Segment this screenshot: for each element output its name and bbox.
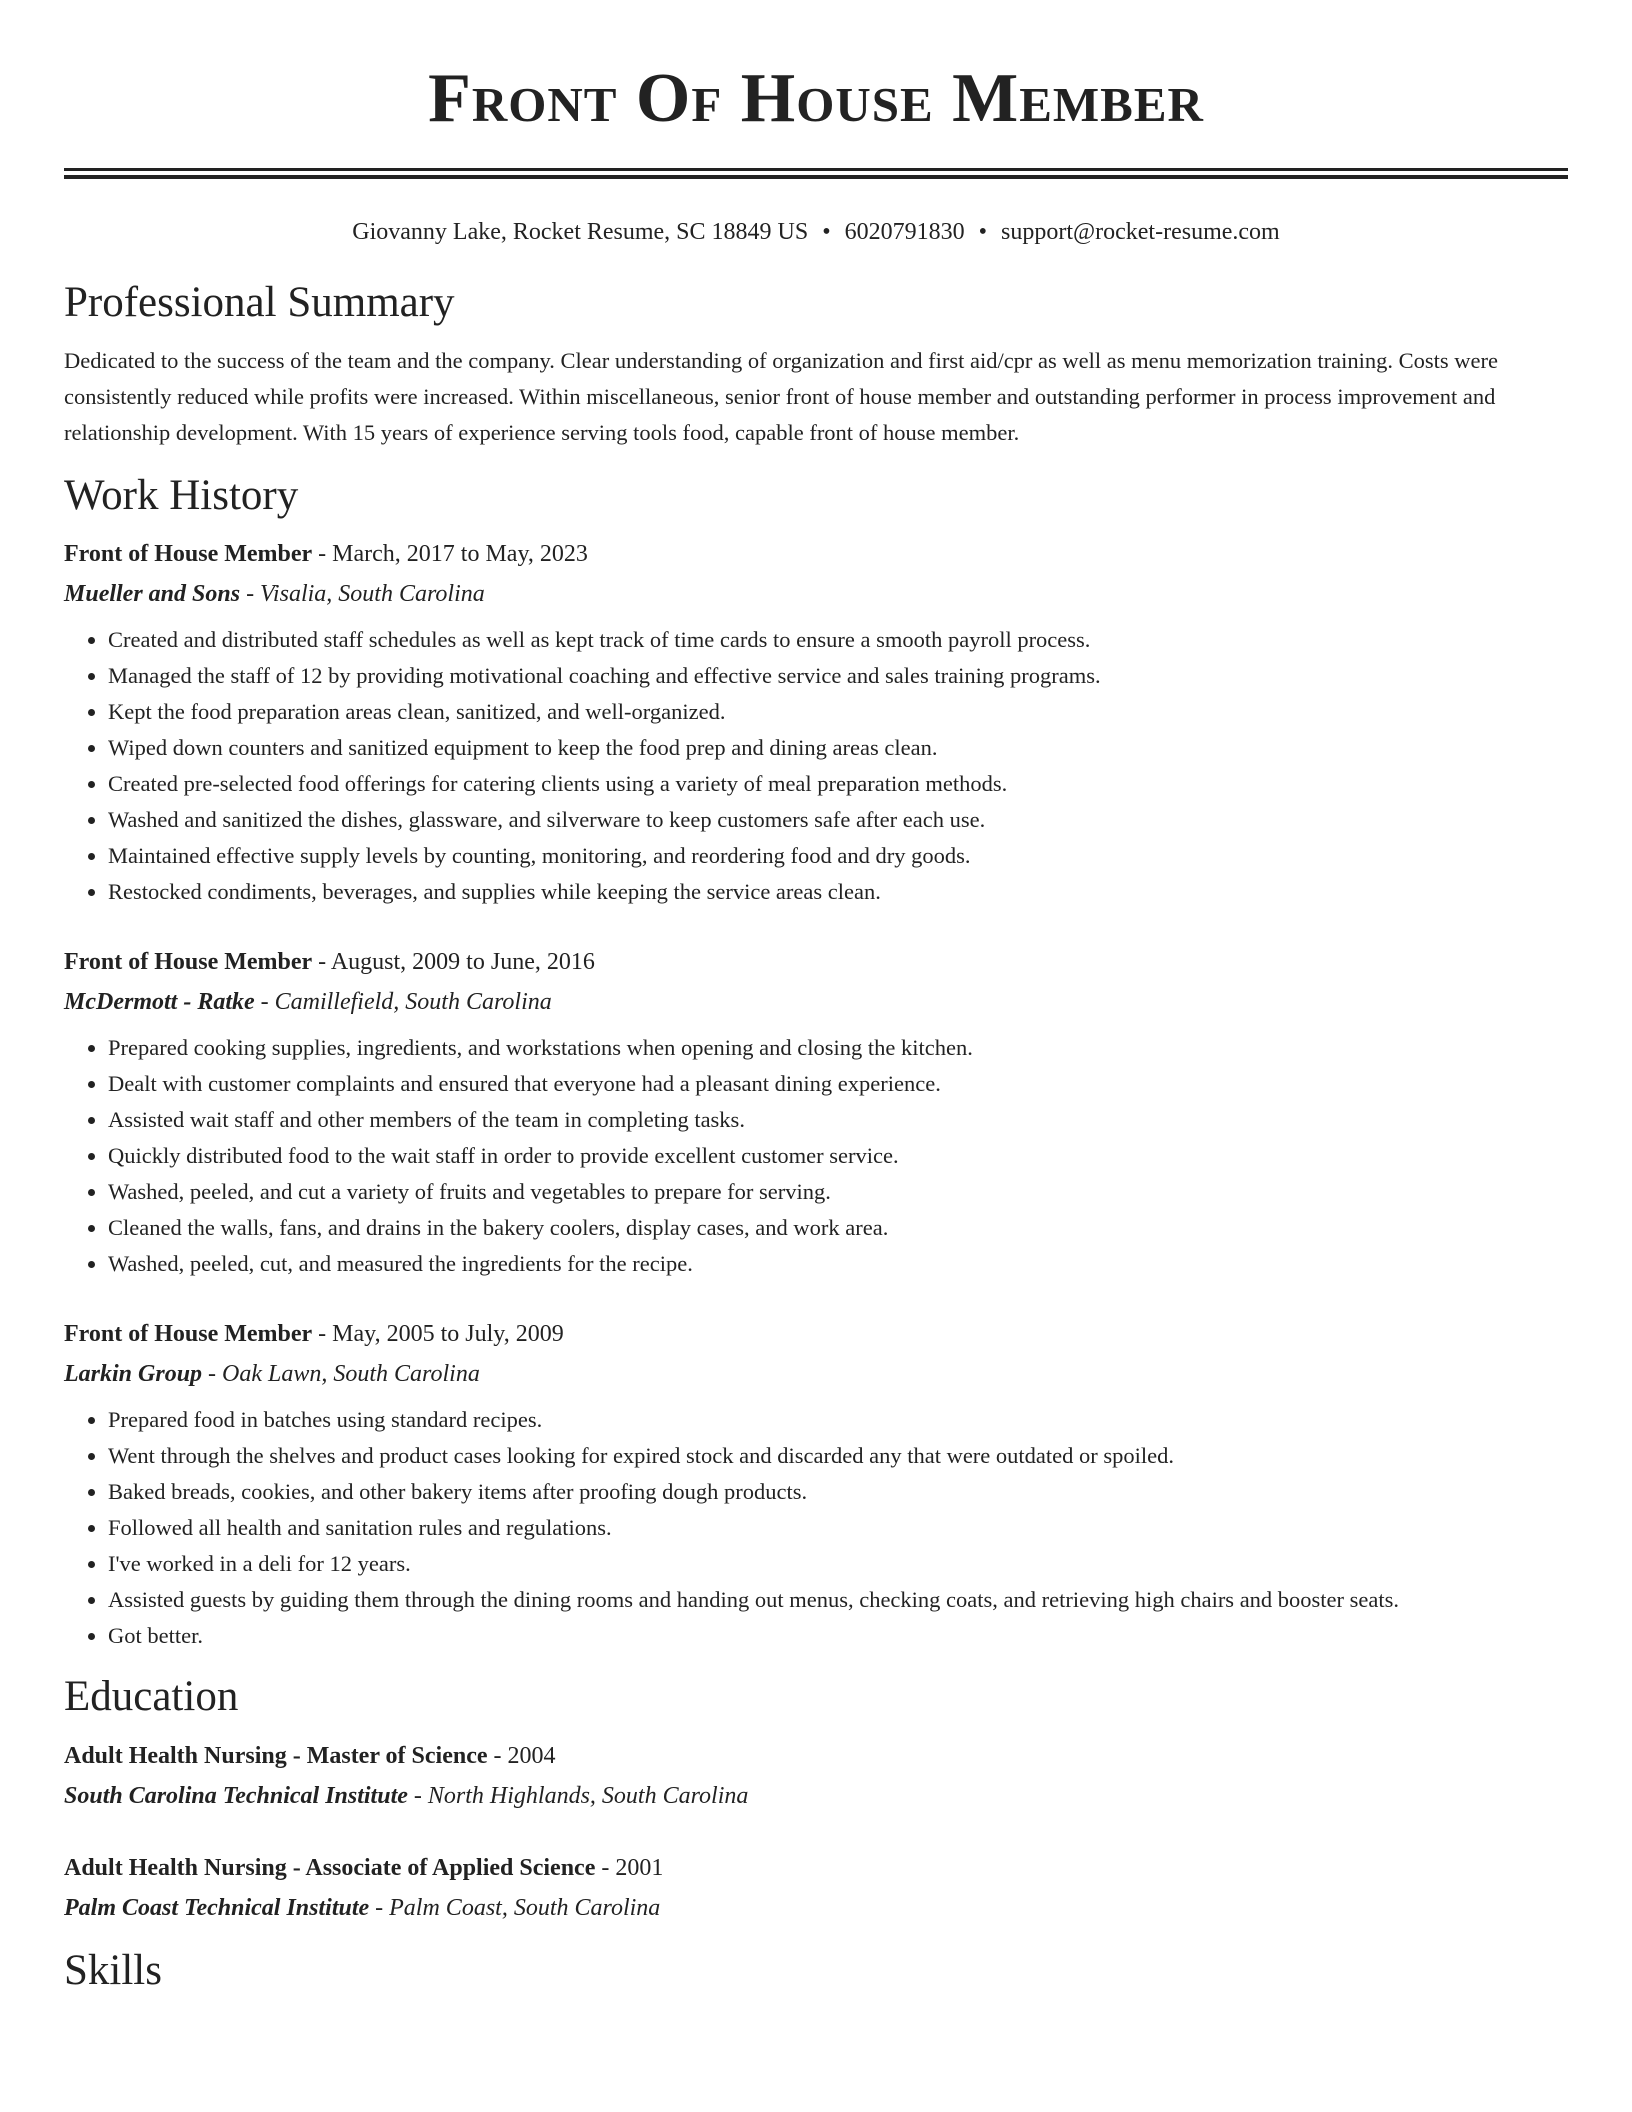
job-bullet: • I've worked in a deli for 12 years.: [108, 1546, 1568, 1582]
job-bullet: • Created pre-selected food offerings for catering clients using a variety of meal preparation methods.: [108, 766, 1568, 802]
job-bullet: • Created and distributed staff schedules as well as kept track of time cards to ensure a smooth payroll process.: [108, 622, 1568, 658]
education-degree-line: [64, 1736, 1568, 1776]
job-bullet: • Kept the food preparation areas clean, sanitized, and well-organized.: [108, 694, 1568, 730]
job-company-line: [64, 574, 1568, 614]
summary-text: Dedicated to the success of the team and the company. Clear understanding of organization and first aid/cpr as well as menu memorization training. Costs were consistently reduced while profits were increased. Within miscellaneous, senior front of house member and outstanding performer in process improvement and relationship development. With 15 years of experience serving tools food, capable front of house member.: [64, 348, 1498, 445]
job-bullet: • Cleaned the walls, fans, and drains in the bakery coolers, display cases, and work area.: [108, 1210, 1568, 1246]
job-bullet: • Restocked condiments, beverages, and supplies while keeping the service areas clean.: [108, 874, 1568, 910]
job-bullets: [64, 1030, 1568, 1282]
job-company: McDermott - Ratke: [64, 989, 255, 1015]
job-bullet: • Washed, peeled, cut, and measured the ingredients for the recipe.: [108, 1246, 1568, 1282]
job-bullet: • Went through the shelves and product cases looking for expired stock and discarded any that were outdated or spoiled.: [108, 1438, 1568, 1474]
job-company-line: [64, 1354, 1568, 1394]
education-year: - 2004: [487, 1743, 556, 1769]
job-bullet: • Prepared food in batches using standard recipes.: [108, 1402, 1568, 1438]
education-school: Palm Coast Technical Institute: [64, 1895, 370, 1921]
job-location: - Camillefield, South Carolina: [254, 989, 552, 1015]
contact-separator: •: [822, 219, 831, 245]
education-school-line: [64, 1776, 1568, 1816]
job-dates: - March, 2017 to May, 2023: [312, 541, 588, 567]
education-entry: [64, 1848, 1568, 1928]
job-bullet: • Washed and sanitized the dishes, glassware, and silverware to keep customers safe after each use.: [108, 802, 1568, 838]
job-title: Front of House Member: [64, 541, 313, 567]
page-title: Front Of House Member: [428, 60, 1204, 137]
job-title-line: [64, 534, 1568, 574]
work-history-heading: Work History: [64, 472, 299, 519]
job-company-line: [64, 982, 1568, 1022]
job-bullets: [64, 1402, 1568, 1654]
contact-email: support@rocket-resume.com: [1001, 219, 1280, 245]
contact-separator: •: [978, 219, 988, 245]
resume-page: [64, 0, 1568, 1999]
job-bullet: • Baked breads, cookies, and other bakery items after proofing dough products.: [108, 1474, 1568, 1510]
education-degree: Adult Health Nursing - Associate of Applied Science: [64, 1855, 596, 1881]
job-bullet: • Assisted wait staff and other members of the team in completing tasks.: [108, 1102, 1568, 1138]
job-bullet: • Assisted guests by guiding them through the dining rooms and handing out menus, checking coats, and retrieving high chairs and booster seats.: [108, 1582, 1568, 1618]
job-dates: - May, 2005 to July, 2009: [312, 1321, 564, 1347]
job-bullet: • Managed the staff of 12 by providing motivational coaching and effective service and sales training programs.: [108, 658, 1568, 694]
education-school-line: [64, 1888, 1568, 1928]
job-bullet: • Quickly distributed food to the wait staff in order to provide excellent customer service.: [108, 1138, 1568, 1174]
contact-address: Giovanny Lake, Rocket Resume, SC 18849 US: [352, 219, 809, 245]
education-location: - Palm Coast, South Carolina: [369, 1895, 661, 1921]
education-year: - 2001: [595, 1855, 664, 1881]
job-bullet: • Dealt with customer complaints and ensured that everyone had a pleasant dining experience.: [108, 1066, 1568, 1102]
contact-line: [64, 216, 1568, 248]
job-location: - Oak Lawn, South Carolina: [202, 1361, 480, 1387]
summary-heading: Professional Summary: [64, 279, 455, 326]
job-bullet: • Prepared cooking supplies, ingredients, and workstations when opening and closing the kitchen.: [108, 1030, 1568, 1066]
job-bullet: • Wiped down counters and sanitized equipment to keep the food prep and dining areas clean.: [108, 730, 1568, 766]
job-bullet: • Maintained effective supply levels by counting, monitoring, and reordering food and dry goods.: [108, 838, 1568, 874]
job-dates: - August, 2009 to June, 2016: [312, 949, 595, 975]
education-heading: Education: [64, 1673, 239, 1720]
education-degree: Adult Health Nursing - Master of Science: [64, 1743, 488, 1769]
job-title-line: [64, 1314, 1568, 1354]
title-double-rule: [64, 168, 1568, 179]
job-entry: [64, 534, 1568, 910]
job-bullet: • Got better.: [108, 1618, 1568, 1654]
education-degree-line: [64, 1848, 1568, 1888]
job-bullets: [64, 622, 1568, 910]
education-location: - North Highlands, South Carolina: [407, 1783, 749, 1809]
job-bullet: • Washed, peeled, and cut a variety of fruits and vegetables to prepare for serving.: [108, 1174, 1568, 1210]
job-title-line: [64, 942, 1568, 982]
job-entry: [64, 1314, 1568, 1654]
skills-heading: Skills: [64, 1947, 162, 1994]
job-title: Front of House Member: [64, 1321, 313, 1347]
contact-phone: 6020791830: [844, 219, 965, 245]
job-bullet: • Followed all health and sanitation rules and regulations.: [108, 1510, 1568, 1546]
job-company: Mueller and Sons: [64, 581, 241, 607]
job-location: - Visalia, South Carolina: [240, 581, 485, 607]
job-entry: [64, 942, 1568, 1282]
education-entry: [64, 1736, 1568, 1816]
education-school: South Carolina Technical Institute: [64, 1783, 408, 1809]
job-company: Larkin Group: [64, 1361, 203, 1387]
job-title: Front of House Member: [64, 949, 313, 975]
